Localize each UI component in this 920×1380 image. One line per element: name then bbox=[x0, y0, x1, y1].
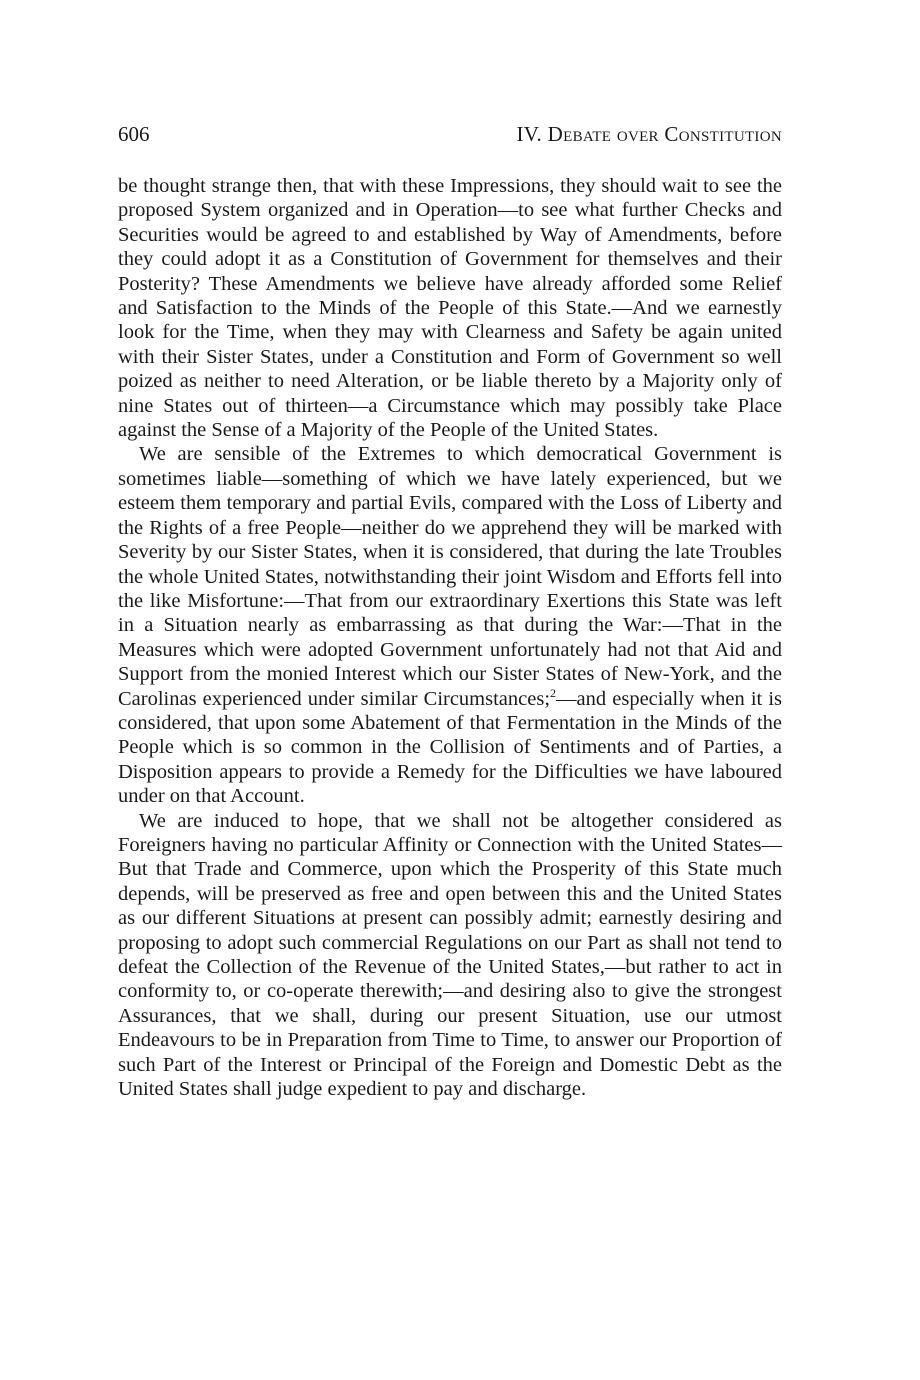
footnote-reference[interactable]: 2 bbox=[550, 685, 557, 700]
paragraph-text: We are induced to hope, that we shall not be altogether considered as Foreigners having no particular Affinity or Connection with the United States—But that Trade and Commerce, upon which the Prosperity of this State much depends, will be preserved as free and open between this and the United States as our different Situations at present can possibly admit; earnestly desiring and proposing to adopt such commercial Regulations on our Part as shall not tend to defeat the Collection of the Revenue of the United States,—but rather to act in conformity to, or co-operate therewith;—and desiring also to give the strongest Assurances, that we shall, during our present Situation, use our utmost Endeavours to be in Preparation from Time to Time, to answer our Proportion of such Part of the Interest or Principal of the Foreign and Domestic Debt as the United States shall judge expedient to pay and discharge. bbox=[118, 809, 782, 1101]
paragraph-text: —and especially when it is considered, that upon some Abatement of that Fermentation in the Minds of the People which is so common in the Collision of Sentiments and of Parties, a Disposition appears to provide a Remedy for the Difficulties we have laboured under on that Account. bbox=[118, 687, 783, 808]
running-header bbox=[118, 120, 782, 148]
paragraph bbox=[118, 809, 782, 1102]
document-page bbox=[118, 120, 782, 1101]
body-text bbox=[118, 174, 782, 1101]
paragraph-text: be thought strange then, that with these Impressions, they should wait to see the proposed System organized and in Operation—to see what further Checks and Securities would be agreed to and established by Way of Amendments, before they could adopt it as a Constitution of Government for themselves and their Posterity? These Amendments we believe have already afforded some Relief and Satisfaction to the Minds of the People of this State.—And we earnestly look for the Time, when they may with Clearness and Safety be again united with their Sister States, under a Constitution and Form of Government so well poized as neither to need Alteration, or be liable thereto by a Majority only of nine States out of thirteen—a Circumstance which may possibly take Place against the Sense of a Majority of the People of the United States. bbox=[118, 175, 782, 442]
paragraph-continued bbox=[118, 174, 782, 442]
paragraph-text: We are sensible of the Extremes to which democratical Government is sometimes liable—something of which we have lately experienced, but we esteem them temporary and partial Evils, compared with the Loss of Liberty and the Rights of a free People—neither do we apprehend they will be marked with Severity by our Sister States, when it is considered, that during the late Troubles the whole United States, notwithstanding their joint Wisdom and Efforts fell into the like Misfortune:—That from our extraordinary Exertions this State was left in a Situation nearly as embarrassing as that during the War:—That in the Measures which were adopted Government unfortunately had not that Aid and Support from the monied Interest which our Sister States of New-York, and the Carolinas experienced under similar Circumstances; bbox=[118, 443, 782, 710]
paragraph bbox=[118, 442, 782, 808]
running-title: IV. Debate over Constitution bbox=[516, 122, 782, 146]
page-number: 606 bbox=[118, 122, 150, 146]
